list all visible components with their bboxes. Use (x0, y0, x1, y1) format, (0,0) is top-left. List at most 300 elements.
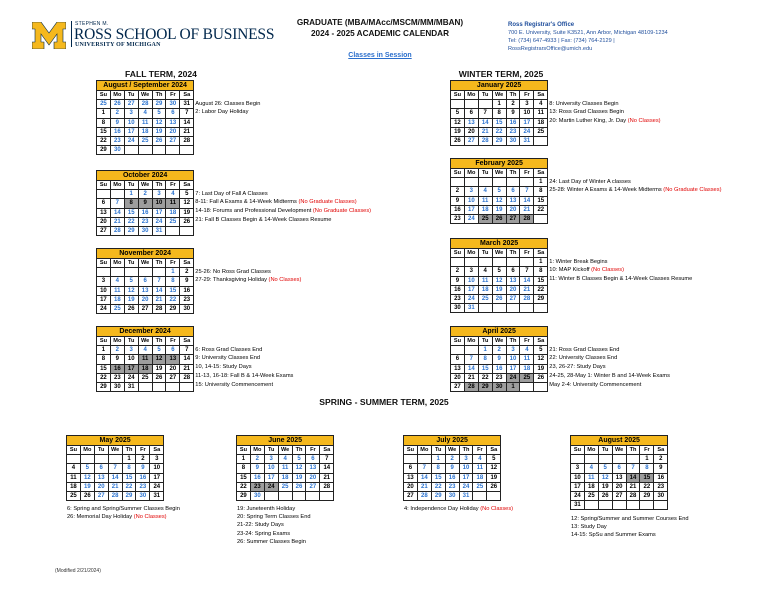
day-header: Mo (464, 337, 478, 346)
day-cell: 24 (520, 127, 534, 136)
day-cell: 20 (97, 217, 111, 226)
day-header: Mo (464, 169, 478, 178)
day-cell: 19 (124, 295, 138, 304)
day-cell: 9 (445, 464, 459, 473)
day-cell: 3 (97, 277, 111, 286)
week-row (404, 464, 501, 473)
day-cell: 18 (138, 364, 152, 373)
event-text: 21: Ross Grad Classes End (549, 346, 620, 353)
event-text: 24-25, 28-May 1: Winter B and 14-Week Exams (549, 373, 670, 380)
day-header: Sa (534, 91, 548, 100)
empty-day-cell (506, 178, 520, 187)
day-header: Mo (464, 91, 478, 100)
empty-day-cell (464, 178, 478, 187)
day-cell: 8 (640, 464, 654, 473)
week-row (97, 304, 194, 313)
month-events-oct-2024 (195, 190, 371, 226)
day-cell: 30 (136, 491, 150, 500)
day-header: Mo (110, 259, 124, 268)
day-header: We (612, 446, 626, 455)
day-cell: 31 (180, 100, 194, 109)
day-cell: 16 (110, 127, 124, 136)
day-cell: 7 (478, 109, 492, 118)
month-events-mar-2025 (549, 258, 692, 285)
event-no-classes-note: (No Classes) (268, 277, 302, 284)
day-cell: 30 (138, 226, 152, 235)
day-cell: 14 (520, 196, 534, 205)
empty-day-cell (520, 382, 534, 391)
day-header: We (138, 181, 152, 190)
day-cell: 15 (640, 473, 654, 482)
day-cell: 6 (166, 346, 180, 355)
day-cell: 29 (122, 491, 136, 500)
week-row (571, 501, 668, 510)
day-cell: 26 (598, 491, 612, 500)
day-cell: 29 (152, 100, 166, 109)
day-header: Fr (520, 91, 534, 100)
day-cell: 1 (492, 100, 506, 109)
day-cell: 23 (180, 295, 194, 304)
day-cell: 11 (534, 109, 548, 118)
event-text: 12: Spring/Summer and Summer Courses End (571, 516, 689, 522)
day-cell: 7 (180, 109, 194, 118)
day-cell: 23 (445, 482, 459, 491)
week-row (97, 346, 194, 355)
event-line (195, 216, 371, 225)
week-row (237, 455, 334, 464)
day-cell: 14 (464, 364, 478, 373)
month-title: January 2025 (451, 81, 548, 91)
event-text: 10: MAP Kickoff (549, 267, 592, 274)
day-cell: 12 (492, 276, 506, 285)
day-cell: 13 (506, 196, 520, 205)
day-cell: 7 (320, 455, 334, 464)
day-cell: 29 (431, 491, 445, 500)
day-cell: 7 (108, 464, 122, 473)
day-cell: 21 (520, 205, 534, 214)
day-cell: 3 (506, 346, 520, 355)
day-cell: 17 (264, 473, 278, 482)
day-cell: 11 (110, 286, 124, 295)
day-header: Tu (124, 91, 138, 100)
day-cell: 16 (654, 473, 668, 482)
week-row (67, 491, 164, 500)
day-header: We (138, 259, 152, 268)
day-cell: 15 (97, 364, 111, 373)
day-cell: 14 (626, 473, 640, 482)
week-row (451, 109, 548, 118)
day-header: Th (459, 446, 473, 455)
day-cell: 26 (492, 294, 506, 303)
day-cell: 22 (431, 482, 445, 491)
day-cell: 29 (237, 491, 251, 500)
month-calendar-may-2025 (66, 435, 164, 501)
day-cell: 30 (451, 304, 465, 313)
day-cell: 5 (180, 190, 194, 199)
week-row (97, 136, 194, 145)
day-header: Tu (598, 446, 612, 455)
day-cell: 20 (166, 127, 180, 136)
day-cell: 11 (67, 473, 81, 482)
day-cell: 23 (250, 482, 264, 491)
day-cell: 5 (487, 455, 501, 464)
empty-day-cell (534, 304, 548, 313)
day-header: Mo (110, 91, 124, 100)
event-text: 6: Spring and Spring/Summer Classes Begin (67, 506, 180, 512)
day-header: Mo (250, 446, 264, 455)
day-cell: 1 (431, 455, 445, 464)
day-cell: 22 (124, 217, 138, 226)
week-row (237, 464, 334, 473)
empty-day-cell (478, 258, 492, 267)
day-header: Tu (124, 181, 138, 190)
empty-day-cell (612, 455, 626, 464)
day-cell: 26 (152, 373, 166, 382)
day-cell: 23 (110, 136, 124, 145)
office-address: 700 E. University, Suite K3521, Ann Arbor, Michigan 48109-1234 (508, 30, 668, 36)
day-cell: 14 (520, 276, 534, 285)
day-cell: 28 (478, 136, 492, 145)
day-cell: 22 (492, 127, 506, 136)
empty-day-cell (506, 304, 520, 313)
day-cell: 8 (492, 109, 506, 118)
day-cell: 1 (97, 109, 111, 118)
day-cell: 28 (417, 491, 431, 500)
week-row (571, 455, 668, 464)
day-cell: 22 (97, 136, 111, 145)
day-header: Th (506, 169, 520, 178)
empty-day-cell (166, 146, 180, 155)
day-cell: 1 (122, 455, 136, 464)
week-row (67, 482, 164, 491)
event-line (549, 354, 670, 363)
empty-day-cell (124, 268, 138, 277)
day-cell: 28 (320, 482, 334, 491)
day-cell: 24 (464, 294, 478, 303)
day-cell: 8 (534, 187, 548, 196)
day-cell: 28 (108, 491, 122, 500)
day-cell: 20 (612, 482, 626, 491)
day-cell: 28 (626, 491, 640, 500)
day-cell: 27 (306, 482, 320, 491)
day-header: Fr (473, 446, 487, 455)
month-calendar-feb-2025 (450, 158, 548, 224)
day-cell: 20 (306, 473, 320, 482)
empty-day-cell (152, 146, 166, 155)
empty-day-cell (404, 455, 418, 464)
day-header: Su (237, 446, 251, 455)
day-cell: 7 (520, 267, 534, 276)
day-header: Su (97, 259, 111, 268)
week-row (97, 118, 194, 127)
empty-day-cell (534, 214, 548, 223)
week-row (404, 473, 501, 482)
day-header: Sa (180, 181, 194, 190)
event-line (549, 258, 692, 267)
empty-day-cell (626, 455, 640, 464)
empty-day-cell (152, 268, 166, 277)
day-header: Sa (534, 337, 548, 346)
day-cell: 10 (459, 464, 473, 473)
event-text: 20: Spring Term Classes End (237, 514, 311, 521)
day-cell: 10 (520, 109, 534, 118)
day-cell: 12 (180, 199, 194, 208)
event-line (549, 186, 721, 195)
day-cell: 5 (534, 346, 548, 355)
day-cell: 21 (180, 364, 194, 373)
day-cell: 27 (138, 304, 152, 313)
day-cell: 3 (464, 267, 478, 276)
week-row (237, 482, 334, 491)
event-line (195, 381, 293, 390)
day-cell: 12 (152, 355, 166, 364)
day-cell: 28 (138, 100, 152, 109)
empty-day-cell (110, 190, 124, 199)
event-text: 26: Memorial Day Holiday (67, 514, 134, 521)
day-cell: 16 (250, 473, 264, 482)
month-title: April 2025 (451, 327, 548, 337)
week-row (97, 355, 194, 364)
week-row (67, 455, 164, 464)
week-row (451, 258, 548, 267)
day-cell: 11 (478, 276, 492, 285)
week-row (97, 268, 194, 277)
week-row (97, 226, 194, 235)
day-cell: 26 (152, 136, 166, 145)
day-header: Sa (320, 446, 334, 455)
event-no-classes-note: (No Classes) (627, 118, 661, 125)
day-cell: 9 (492, 355, 506, 364)
empty-day-cell (264, 491, 278, 500)
empty-day-cell (138, 382, 152, 391)
week-row (451, 136, 548, 145)
month-calendar-nov-2024 (96, 248, 194, 314)
empty-day-cell (152, 382, 166, 391)
day-cell: 24 (459, 482, 473, 491)
day-cell: 2 (136, 455, 150, 464)
day-cell: 14 (417, 473, 431, 482)
week-row (451, 285, 548, 294)
day-cell: 6 (506, 267, 520, 276)
day-cell: 9 (654, 464, 668, 473)
day-cell: 22 (166, 295, 180, 304)
event-line (195, 268, 301, 277)
week-row (404, 455, 501, 464)
day-cell: 12 (152, 118, 166, 127)
day-header: Sa (180, 259, 194, 268)
day-cell: 13 (506, 276, 520, 285)
day-cell: 1 (506, 382, 520, 391)
fall-term-heading: FALL TERM, 2024 (125, 69, 197, 79)
empty-day-cell (478, 178, 492, 187)
empty-day-cell (138, 146, 152, 155)
day-cell: 9 (110, 118, 124, 127)
week-row (451, 178, 548, 187)
day-cell: 12 (124, 286, 138, 295)
day-cell: 11 (584, 473, 598, 482)
day-cell: 29 (534, 294, 548, 303)
office-phone: Tel: (734) 647-4933 | Fax: (734) 764-2129 | (508, 38, 615, 44)
day-cell: 5 (80, 464, 94, 473)
day-cell: 13 (451, 364, 465, 373)
day-header: Sa (180, 91, 194, 100)
day-cell: 23 (138, 217, 152, 226)
day-cell: 27 (166, 136, 180, 145)
day-cell: 16 (136, 473, 150, 482)
day-cell: 2 (110, 109, 124, 118)
day-cell: 28 (110, 226, 124, 235)
event-text: 4: Independence Day Holiday (404, 506, 481, 512)
day-cell: 4 (67, 464, 81, 473)
empty-day-cell (492, 258, 506, 267)
day-header: Th (152, 181, 166, 190)
empty-day-cell (180, 146, 194, 155)
day-cell: 16 (506, 118, 520, 127)
day-cell: 4 (478, 267, 492, 276)
week-row (97, 127, 194, 136)
day-cell: 21 (152, 295, 166, 304)
day-cell: 16 (451, 285, 465, 294)
event-no-classes-note: (No Classes) (591, 267, 625, 274)
day-cell: 16 (492, 364, 506, 373)
event-line (549, 275, 692, 284)
event-line (549, 381, 670, 390)
day-cell: 3 (152, 190, 166, 199)
michigan-m-logo (32, 22, 66, 49)
event-text: 21-22: Study Days (237, 522, 284, 529)
day-header: Fr (166, 337, 180, 346)
empty-day-cell (451, 100, 465, 109)
day-cell: 1 (534, 178, 548, 187)
event-text: 10, 14-15: Study Days (195, 364, 252, 371)
day-cell: 13 (612, 473, 626, 482)
event-line (549, 100, 660, 109)
week-row (97, 217, 194, 226)
event-text: 1: Winter Break Begins (549, 258, 608, 265)
empty-day-cell (520, 178, 534, 187)
day-cell: 7 (464, 355, 478, 364)
day-cell: 25 (138, 373, 152, 382)
day-cell: 6 (404, 464, 418, 473)
month-title: March 2025 (451, 239, 548, 249)
empty-day-cell (138, 268, 152, 277)
day-cell: 31 (520, 136, 534, 145)
day-cell: 10 (464, 276, 478, 285)
day-header: We (138, 337, 152, 346)
day-cell: 4 (278, 455, 292, 464)
month-title: February 2025 (451, 159, 548, 169)
office-email[interactable]: RossRegistrarsOffice@umich.edu (508, 46, 593, 52)
day-cell: 23 (506, 127, 520, 136)
day-cell: 15 (166, 286, 180, 295)
day-cell: 19 (492, 205, 506, 214)
week-row (97, 190, 194, 199)
logo-divider (71, 21, 72, 47)
empty-day-cell (612, 501, 626, 510)
day-cell: 28 (520, 294, 534, 303)
day-cell: 31 (150, 491, 164, 500)
day-cell: 16 (451, 205, 465, 214)
empty-day-cell (451, 178, 465, 187)
day-cell: 25 (478, 294, 492, 303)
empty-day-cell (584, 455, 598, 464)
day-cell: 5 (492, 187, 506, 196)
month-title: November 2024 (97, 249, 194, 259)
day-cell: 1 (97, 346, 111, 355)
day-cell: 26 (80, 491, 94, 500)
day-cell: 21 (464, 373, 478, 382)
day-cell: 23 (451, 294, 465, 303)
day-header: Th (506, 337, 520, 346)
calendar-title: GRADUATE (MBA/MAcc/MSCM/MM/MBAN) (296, 18, 464, 27)
event-text: August 26: Classes Begin (195, 100, 261, 107)
empty-day-cell (451, 346, 465, 355)
day-header: Fr (520, 169, 534, 178)
day-header: Tu (431, 446, 445, 455)
day-cell: 7 (152, 277, 166, 286)
day-cell: 8 (431, 464, 445, 473)
event-no-classes-note: (No Graduate Classes) (663, 187, 722, 194)
day-cell: 9 (250, 464, 264, 473)
day-cell: 25 (166, 217, 180, 226)
day-cell: 15 (237, 473, 251, 482)
day-cell: 11 (138, 355, 152, 364)
week-row (451, 304, 548, 313)
event-line (237, 505, 311, 513)
month-events-nov-2024 (195, 268, 301, 286)
day-cell: 17 (571, 482, 585, 491)
day-cell: 17 (520, 118, 534, 127)
day-cell: 16 (138, 208, 152, 217)
day-cell: 11 (166, 199, 180, 208)
day-cell: 5 (124, 277, 138, 286)
week-row (97, 373, 194, 382)
day-cell: 4 (473, 455, 487, 464)
day-header: We (138, 91, 152, 100)
day-cell: 25 (534, 127, 548, 136)
day-cell: 23 (451, 214, 465, 223)
day-cell: 6 (464, 109, 478, 118)
day-header: We (492, 249, 506, 258)
month-calendar-aug-2025 (570, 435, 668, 510)
day-cell: 16 (110, 364, 124, 373)
legend-classes-in-session: Classes in Session (348, 52, 412, 59)
day-header: Th (152, 337, 166, 346)
empty-day-cell (487, 491, 501, 500)
day-cell: 26 (180, 217, 194, 226)
day-cell: 2 (445, 455, 459, 464)
day-cell: 17 (150, 473, 164, 482)
day-cell: 3 (264, 455, 278, 464)
empty-day-cell (166, 382, 180, 391)
day-cell: 17 (506, 364, 520, 373)
day-cell: 6 (138, 277, 152, 286)
week-row (571, 464, 668, 473)
day-cell: 2 (110, 346, 124, 355)
event-line (571, 531, 689, 539)
day-cell: 26 (110, 100, 124, 109)
day-cell: 30 (250, 491, 264, 500)
week-row (97, 100, 194, 109)
day-cell: 23 (136, 482, 150, 491)
day-header: Su (451, 169, 465, 178)
day-cell: 20 (506, 205, 520, 214)
day-cell: 3 (520, 100, 534, 109)
day-cell: 10 (124, 118, 138, 127)
event-line (549, 178, 721, 187)
day-cell: 24 (152, 217, 166, 226)
day-cell: 27 (612, 491, 626, 500)
